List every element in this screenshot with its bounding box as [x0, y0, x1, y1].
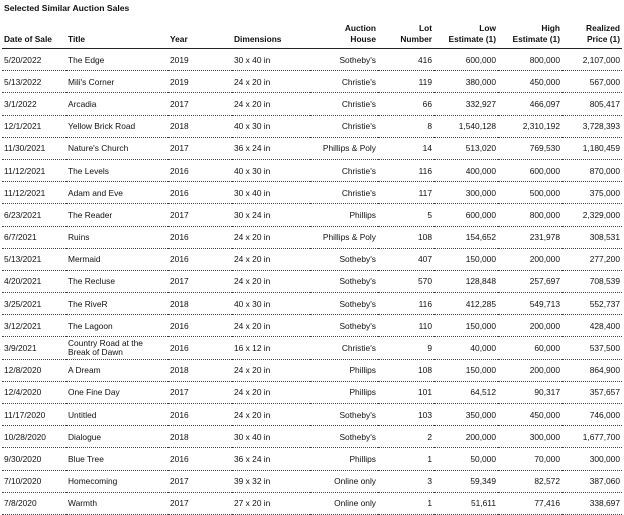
cell-title: Ruins: [66, 226, 168, 248]
cell-dimensions: 39 x 32 in: [232, 470, 310, 492]
cell-realized-price: 708,539: [562, 270, 622, 292]
cell-date: 11/12/2021: [2, 159, 66, 181]
cell-realized-price: 2,329,000: [562, 204, 622, 226]
cell-high-estimate: 90,317: [498, 381, 562, 403]
cell-realized-price: 308,531: [562, 226, 622, 248]
cell-dimensions: 40 x 30 in: [232, 293, 310, 315]
cell-auction-house: Sotheby's: [310, 315, 378, 337]
table-row: [2, 448, 622, 470]
cell-year: 2016: [168, 248, 232, 270]
cell-date: 10/28/2020: [2, 426, 66, 448]
cell-lot-number: 407: [378, 248, 434, 270]
cell-title: The Lagoon: [66, 315, 168, 337]
cell-dimensions: 24 x 20 in: [232, 404, 310, 426]
cell-dimensions: 40 x 30 in: [232, 115, 310, 137]
cell-dimensions: 30 x 40 in: [232, 49, 310, 71]
cell-year: 2016: [168, 159, 232, 181]
header-low-estimate: Low Estimate (1): [434, 17, 498, 49]
cell-lot-number: 416: [378, 49, 434, 71]
cell-high-estimate: 200,000: [498, 248, 562, 270]
cell-low-estimate: 150,000: [434, 248, 498, 270]
table-row: [2, 137, 622, 159]
table-row: [2, 337, 622, 359]
cell-lot-number: 570: [378, 270, 434, 292]
cell-date: 11/12/2021: [2, 182, 66, 204]
cell-high-estimate: 200,000: [498, 315, 562, 337]
cell-high-estimate: 769,530: [498, 137, 562, 159]
header-realized-price: Realized Price (1): [562, 17, 622, 49]
header-high-estimate: High Estimate (1): [498, 17, 562, 49]
cell-date: 12/4/2020: [2, 381, 66, 403]
cell-high-estimate: 549,713: [498, 293, 562, 315]
cell-title: The Levels: [66, 159, 168, 181]
cell-title: Mermaid: [66, 248, 168, 270]
table-row: [2, 93, 622, 115]
table-row: [2, 315, 622, 337]
cell-low-estimate: 150,000: [434, 359, 498, 381]
cell-lot-number: 117: [378, 182, 434, 204]
cell-date: 4/20/2021: [2, 270, 66, 292]
cell-auction-house: Sotheby's: [310, 49, 378, 71]
cell-low-estimate: 513,020: [434, 137, 498, 159]
cell-date: 7/10/2020: [2, 470, 66, 492]
table-row: [2, 226, 622, 248]
cell-low-estimate: 350,000: [434, 404, 498, 426]
cell-low-estimate: 59,349: [434, 470, 498, 492]
cell-year: 2018: [168, 426, 232, 448]
table-row: [2, 182, 622, 204]
cell-high-estimate: 800,000: [498, 204, 562, 226]
cell-dimensions: 36 x 24 in: [232, 448, 310, 470]
cell-dimensions: 24 x 20 in: [232, 359, 310, 381]
cell-low-estimate: 600,000: [434, 204, 498, 226]
cell-high-estimate: 800,000: [498, 49, 562, 71]
cell-dimensions: 30 x 40 in: [232, 426, 310, 448]
cell-dimensions: 24 x 20 in: [232, 315, 310, 337]
cell-high-estimate: 231,978: [498, 226, 562, 248]
cell-year: 2016: [168, 337, 232, 359]
cell-auction-house: Phillips: [310, 204, 378, 226]
cell-date: 3/1/2022: [2, 93, 66, 115]
cell-lot-number: 108: [378, 359, 434, 381]
cell-lot-number: 66: [378, 93, 434, 115]
cell-auction-house: Phillips: [310, 448, 378, 470]
table-row: [2, 470, 622, 492]
cell-low-estimate: 64,512: [434, 381, 498, 403]
cell-high-estimate: 60,000: [498, 337, 562, 359]
cell-lot-number: 1: [378, 492, 434, 514]
cell-date: 5/13/2022: [2, 71, 66, 93]
cell-year: 2016: [168, 315, 232, 337]
cell-year: 2016: [168, 182, 232, 204]
cell-title: Homecoming: [66, 470, 168, 492]
cell-low-estimate: 600,000: [434, 49, 498, 71]
cell-year: 2017: [168, 270, 232, 292]
cell-lot-number: 3: [378, 470, 434, 492]
table-body: [2, 49, 622, 515]
cell-year: 2019: [168, 49, 232, 71]
table-row: [2, 248, 622, 270]
cell-auction-house: Sotheby's: [310, 426, 378, 448]
cell-lot-number: 110: [378, 315, 434, 337]
cell-auction-house: Phillips: [310, 381, 378, 403]
cell-auction-house: Christie's: [310, 337, 378, 359]
cell-date: 9/30/2020: [2, 448, 66, 470]
table-row: [2, 159, 622, 181]
cell-realized-price: 552,737: [562, 293, 622, 315]
cell-lot-number: 5: [378, 204, 434, 226]
cell-title: Nature's Church: [66, 137, 168, 159]
cell-auction-house: Phillips: [310, 359, 378, 381]
cell-title: Warmth: [66, 492, 168, 514]
cell-auction-house: Sotheby's: [310, 248, 378, 270]
cell-low-estimate: 1,540,128: [434, 115, 498, 137]
document-title: Selected Similar Auction Sales: [4, 3, 130, 13]
table-row: [2, 115, 622, 137]
cell-auction-house: Online only: [310, 470, 378, 492]
cell-lot-number: 14: [378, 137, 434, 159]
cell-realized-price: 277,200: [562, 248, 622, 270]
cell-year: 2016: [168, 404, 232, 426]
cell-auction-house: Christie's: [310, 71, 378, 93]
auction-sales-table: [2, 17, 622, 515]
cell-year: 2017: [168, 381, 232, 403]
cell-auction-house: Christie's: [310, 93, 378, 115]
cell-dimensions: 24 x 20 in: [232, 71, 310, 93]
table-row: [2, 49, 622, 71]
header-year: Year: [168, 17, 232, 49]
cell-title: A Dream: [66, 359, 168, 381]
cell-low-estimate: 154,652: [434, 226, 498, 248]
cell-low-estimate: 332,927: [434, 93, 498, 115]
cell-dimensions: 24 x 20 in: [232, 381, 310, 403]
header-date: Date of Sale: [2, 17, 66, 49]
table-row: [2, 492, 622, 514]
cell-low-estimate: 40,000: [434, 337, 498, 359]
table-row: [2, 293, 622, 315]
cell-title: Yellow Brick Road: [66, 115, 168, 137]
cell-title: One Fine Day: [66, 381, 168, 403]
header-lot-number: Lot Number: [378, 17, 434, 49]
cell-realized-price: 357,657: [562, 381, 622, 403]
cell-realized-price: 537,500: [562, 337, 622, 359]
cell-realized-price: 375,000: [562, 182, 622, 204]
cell-low-estimate: 128,848: [434, 270, 498, 292]
cell-low-estimate: 300,000: [434, 182, 498, 204]
cell-auction-house: Sotheby's: [310, 293, 378, 315]
cell-date: 5/13/2021: [2, 248, 66, 270]
table-row: [2, 270, 622, 292]
cell-date: 6/7/2021: [2, 226, 66, 248]
cell-dimensions: 24 x 20 in: [232, 270, 310, 292]
cell-title: The Edge: [66, 49, 168, 71]
cell-realized-price: 1,180,459: [562, 137, 622, 159]
cell-title: The Reader: [66, 204, 168, 226]
cell-year: 2017: [168, 204, 232, 226]
header-dimensions: Dimensions: [232, 17, 310, 49]
cell-auction-house: Christie's: [310, 159, 378, 181]
cell-date: 6/23/2021: [2, 204, 66, 226]
cell-dimensions: 24 x 20 in: [232, 226, 310, 248]
cell-date: 3/25/2021: [2, 293, 66, 315]
cell-dimensions: 30 x 40 in: [232, 182, 310, 204]
cell-realized-price: 567,000: [562, 71, 622, 93]
cell-year: 2017: [168, 93, 232, 115]
cell-year: 2016: [168, 448, 232, 470]
table-row: [2, 404, 622, 426]
cell-high-estimate: 450,000: [498, 71, 562, 93]
cell-dimensions: 40 x 30 in: [232, 159, 310, 181]
cell-date: 12/8/2020: [2, 359, 66, 381]
table-row: [2, 204, 622, 226]
cell-low-estimate: 50,000: [434, 448, 498, 470]
table-row: [2, 426, 622, 448]
cell-low-estimate: 400,000: [434, 159, 498, 181]
cell-realized-price: 338,697: [562, 492, 622, 514]
cell-year: 2019: [168, 71, 232, 93]
cell-date: 11/17/2020: [2, 404, 66, 426]
cell-high-estimate: 466,097: [498, 93, 562, 115]
cell-realized-price: 746,000: [562, 404, 622, 426]
cell-date: 12/1/2021: [2, 115, 66, 137]
cell-auction-house: Online only: [310, 492, 378, 514]
cell-dimensions: 24 x 20 in: [232, 248, 310, 270]
cell-lot-number: 108: [378, 226, 434, 248]
table-row: [2, 381, 622, 403]
cell-title: The Recluse: [66, 270, 168, 292]
cell-low-estimate: 51,611: [434, 492, 498, 514]
cell-lot-number: 103: [378, 404, 434, 426]
cell-auction-house: Phillips & Poly: [310, 226, 378, 248]
cell-realized-price: 2,107,000: [562, 49, 622, 71]
cell-dimensions: 36 x 24 in: [232, 137, 310, 159]
cell-title: Country Road at the Break of Dawn: [66, 337, 168, 359]
cell-lot-number: 119: [378, 71, 434, 93]
header-row: [2, 17, 622, 49]
cell-year: 2016: [168, 226, 232, 248]
cell-title: Adam and Eve: [66, 182, 168, 204]
cell-year: 2018: [168, 293, 232, 315]
cell-title: Untitled: [66, 404, 168, 426]
table-row: [2, 359, 622, 381]
cell-realized-price: 3,728,393: [562, 115, 622, 137]
cell-year: 2018: [168, 115, 232, 137]
cell-date: 7/8/2020: [2, 492, 66, 514]
cell-high-estimate: 600,000: [498, 159, 562, 181]
header-auction-house: Auction House: [310, 17, 378, 49]
cell-high-estimate: 500,000: [498, 182, 562, 204]
cell-year: 2017: [168, 470, 232, 492]
cell-realized-price: 870,000: [562, 159, 622, 181]
cell-high-estimate: 2,310,192: [498, 115, 562, 137]
cell-low-estimate: 200,000: [434, 426, 498, 448]
cell-realized-price: 387,060: [562, 470, 622, 492]
cell-lot-number: 8: [378, 115, 434, 137]
cell-title: Dialogue: [66, 426, 168, 448]
cell-dimensions: 24 x 20 in: [232, 93, 310, 115]
cell-dimensions: 16 x 12 in: [232, 337, 310, 359]
cell-realized-price: 300,000: [562, 448, 622, 470]
cell-high-estimate: 70,000: [498, 448, 562, 470]
cell-date: 3/9/2021: [2, 337, 66, 359]
cell-high-estimate: 200,000: [498, 359, 562, 381]
table-header: [2, 17, 622, 49]
cell-auction-house: Christie's: [310, 182, 378, 204]
cell-high-estimate: 77,416: [498, 492, 562, 514]
cell-lot-number: 101: [378, 381, 434, 403]
cell-high-estimate: 300,000: [498, 426, 562, 448]
cell-lot-number: 116: [378, 159, 434, 181]
cell-low-estimate: 150,000: [434, 315, 498, 337]
cell-dimensions: 27 x 20 in: [232, 492, 310, 514]
cell-realized-price: 428,400: [562, 315, 622, 337]
cell-realized-price: 1,677,700: [562, 426, 622, 448]
cell-high-estimate: 82,572: [498, 470, 562, 492]
cell-realized-price: 805,417: [562, 93, 622, 115]
cell-auction-house: Christie's: [310, 115, 378, 137]
cell-high-estimate: 257,697: [498, 270, 562, 292]
cell-year: 2018: [168, 359, 232, 381]
header-title: Title: [66, 17, 168, 49]
cell-low-estimate: 412,285: [434, 293, 498, 315]
cell-year: 2017: [168, 492, 232, 514]
cell-low-estimate: 380,000: [434, 71, 498, 93]
cell-title: The RiveR: [66, 293, 168, 315]
cell-auction-house: Sotheby's: [310, 404, 378, 426]
cell-dimensions: 30 x 24 in: [232, 204, 310, 226]
cell-auction-house: Phillips & Poly: [310, 137, 378, 159]
cell-year: 2017: [168, 137, 232, 159]
cell-date: 5/20/2022: [2, 49, 66, 71]
cell-title: Blue Tree: [66, 448, 168, 470]
cell-lot-number: 9: [378, 337, 434, 359]
cell-title: Mili's Corner: [66, 71, 168, 93]
cell-date: 3/12/2021: [2, 315, 66, 337]
cell-auction-house: Sotheby's: [310, 270, 378, 292]
cell-date: 11/30/2021: [2, 137, 66, 159]
cell-high-estimate: 450,000: [498, 404, 562, 426]
cell-title: Arcadia: [66, 93, 168, 115]
cell-lot-number: 1: [378, 448, 434, 470]
table-row: [2, 71, 622, 93]
cell-realized-price: 864,900: [562, 359, 622, 381]
cell-lot-number: 116: [378, 293, 434, 315]
cell-lot-number: 2: [378, 426, 434, 448]
